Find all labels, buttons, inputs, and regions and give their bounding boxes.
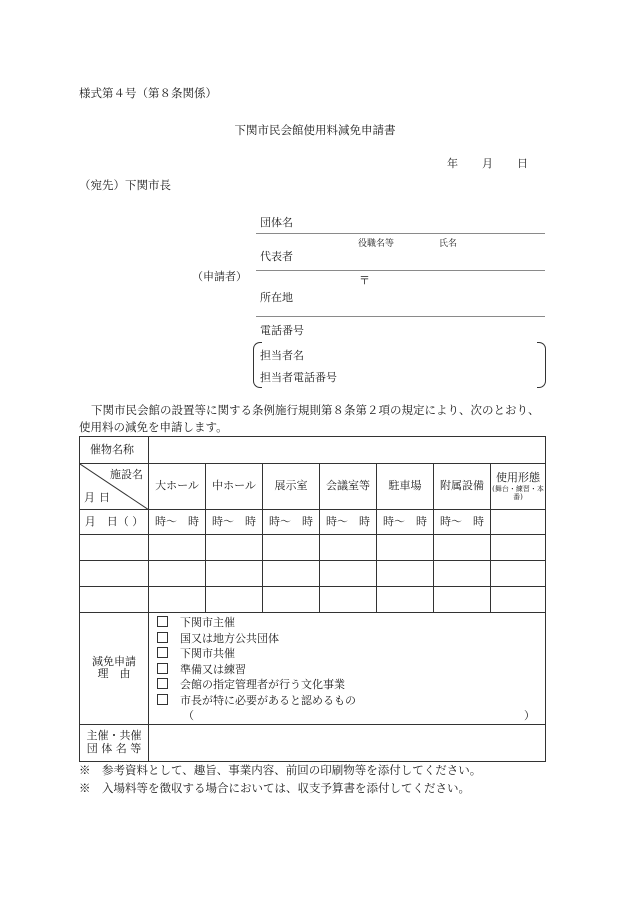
reason-item[interactable]: 準備又は練習 [157, 662, 545, 678]
time-cell-large-hall[interactable]: 時～ 時 [149, 510, 206, 535]
date-year-label: 年 [447, 157, 458, 170]
name-label: 氏名 [439, 239, 458, 249]
addressee: （宛先）下関市長 [79, 178, 171, 192]
time-cell-equipment[interactable]: 時～ 時 [434, 510, 491, 535]
col-medium-hall: 中ホール [206, 464, 263, 510]
date-header-label: 月日 [84, 491, 114, 505]
position-label: 役職名等 [358, 239, 395, 249]
date-cell: 月 日（ ） [80, 510, 149, 535]
table-row [80, 561, 546, 587]
table-row [80, 535, 546, 561]
page-title: 下関市民会館使用料減免申請書 [234, 123, 396, 137]
checkbox[interactable] [157, 647, 168, 658]
col-large-hall: 大ホール [149, 464, 206, 510]
contact-name-label: 担当者名 [260, 349, 304, 362]
table-row [80, 587, 546, 613]
reason-item[interactable]: 国又は地方公共団体 [157, 631, 545, 647]
col-equipment: 附属設備 [434, 464, 491, 510]
reason-item[interactable]: 下関市共催 [157, 646, 545, 662]
col-meeting-rooms: 会議室等 [320, 464, 377, 510]
applicant-label: （申請者） [192, 270, 247, 283]
checkbox[interactable] [157, 678, 168, 689]
date-month-label: 月 [482, 157, 493, 170]
body-line-1: 下関市民会館の設置等に関する条例施行規則第８条第２項の規定により、次のとおり、 [91, 403, 540, 417]
event-name-row [80, 437, 546, 464]
form-number: 様式第４号（第８条関係） [79, 86, 217, 100]
reason-item[interactable]: 会館の指定管理者が行う文化事業 [157, 677, 545, 693]
time-row [80, 510, 546, 535]
note-2: ※ 入場料等を徴収する場合においては、収支予算書を添付してください。 [79, 781, 470, 795]
reason-item[interactable]: 市長が特に必要があると認めるもの [157, 693, 545, 709]
reason-list [149, 613, 545, 724]
facility-header-label: 施設名 [110, 468, 143, 481]
reason-label-line2: 理 由 [97, 667, 131, 681]
right-bracket [537, 342, 546, 388]
checkbox[interactable] [157, 616, 168, 627]
sponsor-row [80, 724, 546, 761]
reason-options-cell [149, 613, 546, 725]
representative-label: 代表者 [260, 250, 293, 263]
facility-header-row [80, 464, 546, 510]
time-cell-meeting[interactable]: 時～ 時 [320, 510, 377, 535]
col-parking: 駐車場 [377, 464, 434, 510]
checkbox[interactable] [157, 632, 168, 643]
event-name-label: 催物名称 [80, 437, 149, 464]
date-day-label: 日 [517, 157, 528, 170]
reason-label-cell [80, 613, 149, 725]
reason-label-line1: 減免申請 [92, 654, 136, 668]
usage-type-cell[interactable] [491, 510, 546, 535]
time-cell-exhibition[interactable]: 時～ 時 [263, 510, 320, 535]
other-reason-line[interactable] [157, 708, 545, 724]
time-cell-medium-hall[interactable]: 時～ 時 [206, 510, 263, 535]
col-exhibition-room: 展示室 [263, 464, 320, 510]
usage-type-options: (舞台・練習・本番) [492, 484, 544, 501]
application-table [79, 436, 546, 762]
address-label: 所在地 [260, 291, 293, 304]
sponsor-input[interactable] [149, 724, 546, 761]
note-1: ※ 参考資料として、趣旨、事業内容、前回の印刷物等を添付してください。 [79, 763, 482, 777]
org-name-line [256, 233, 545, 234]
sponsor-label-cell [80, 724, 149, 761]
time-cell-parking[interactable]: 時～ 時 [377, 510, 434, 535]
sponsor-label-line1: 主催・共催 [86, 728, 142, 742]
contact-phone-label: 担当者電話番号 [260, 371, 337, 384]
col-usage-type [491, 464, 546, 510]
checkbox[interactable] [157, 663, 168, 674]
body-line-2: 使用料の減免を申請します。 [79, 420, 228, 434]
phone-label: 電話番号 [260, 324, 304, 337]
sponsor-label-line2: 団 体 名 等 [86, 741, 142, 755]
diagonal-header-cell [80, 464, 149, 510]
event-name-input[interactable] [149, 437, 546, 464]
postal-mark: 〒 [359, 274, 370, 287]
org-name-label: 団体名 [260, 216, 293, 229]
address-line [256, 316, 545, 317]
usage-type-label: 使用形態 [496, 471, 540, 485]
reason-row [80, 613, 546, 725]
checkbox[interactable] [157, 694, 168, 705]
paren-open: （ [183, 709, 194, 722]
paren-close: ） [524, 709, 536, 722]
reason-item[interactable]: 下関市主催 [157, 615, 545, 631]
representative-line [256, 270, 545, 271]
